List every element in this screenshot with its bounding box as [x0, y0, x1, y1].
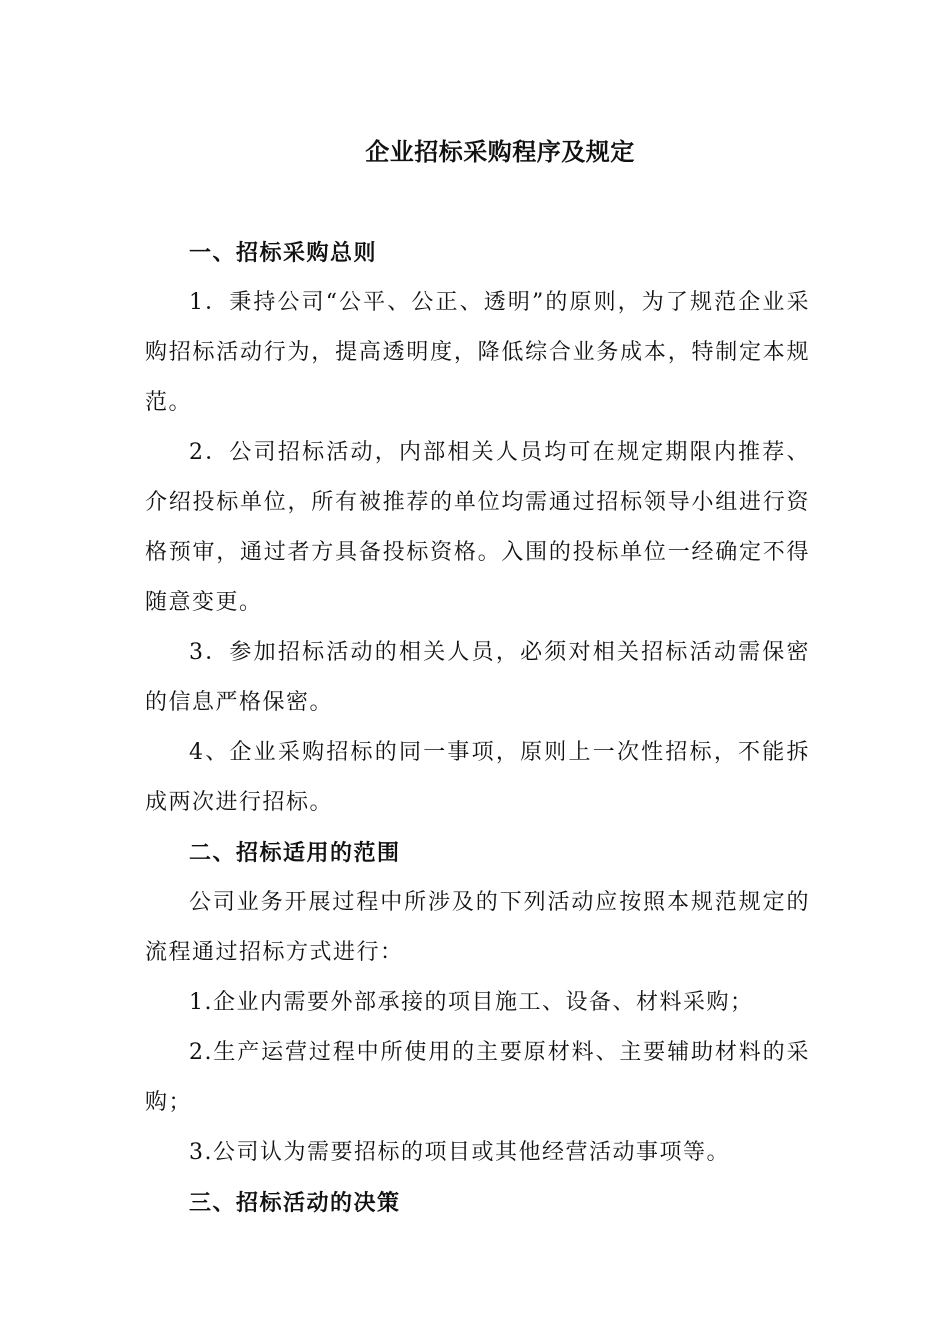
paragraph-general-1: 1．秉持公司“公平、公正、透明”的原则，为了规范企业采购招标活动行为，提高透明度，降低综合业务成本，特制定本规范。 [145, 290, 810, 415]
paragraph-general-4: 4、企业采购招标的同一事项，原则上一次性招标，不能拆成两次进行招标。 [145, 740, 810, 815]
document-title: 企业招标采购程序及规定 [365, 137, 635, 166]
paragraph-scope-1: 1.企业内需要外部承接的项目施工、设备、材料采购； [189, 990, 754, 1015]
paragraph-scope-2: 2.生产运营过程中所使用的主要原材料、主要辅助材料的采购； [145, 1040, 810, 1115]
paragraph-scope-intro: 公司业务开展过程中所涉及的下列活动应按照本规范规定的流程通过招标方式进行： [145, 890, 810, 965]
paragraph-scope-3: 3.公司认为需要招标的项目或其他经营活动事项等。 [189, 1140, 730, 1165]
section-heading-general: 一、招标采购总则 [189, 240, 378, 266]
paragraph-general-3: 3．参加招标活动的相关人员，必须对相关招标活动需保密的信息严格保密。 [145, 640, 810, 715]
document-body [145, 228, 810, 1228]
paragraph-general-2: 2．公司招标活动，内部相关人员均可在规定期限内推荐、介绍投标单位，所有被推荐的单位均需通过招标领导小组进行资格预审，通过者方具备投标资格。入围的投标单位一经确定不得随意变更。 [145, 440, 810, 615]
section-heading-scope: 二、招标适用的范围 [189, 840, 401, 866]
section-heading-decision: 三、招标活动的决策 [189, 1190, 401, 1216]
